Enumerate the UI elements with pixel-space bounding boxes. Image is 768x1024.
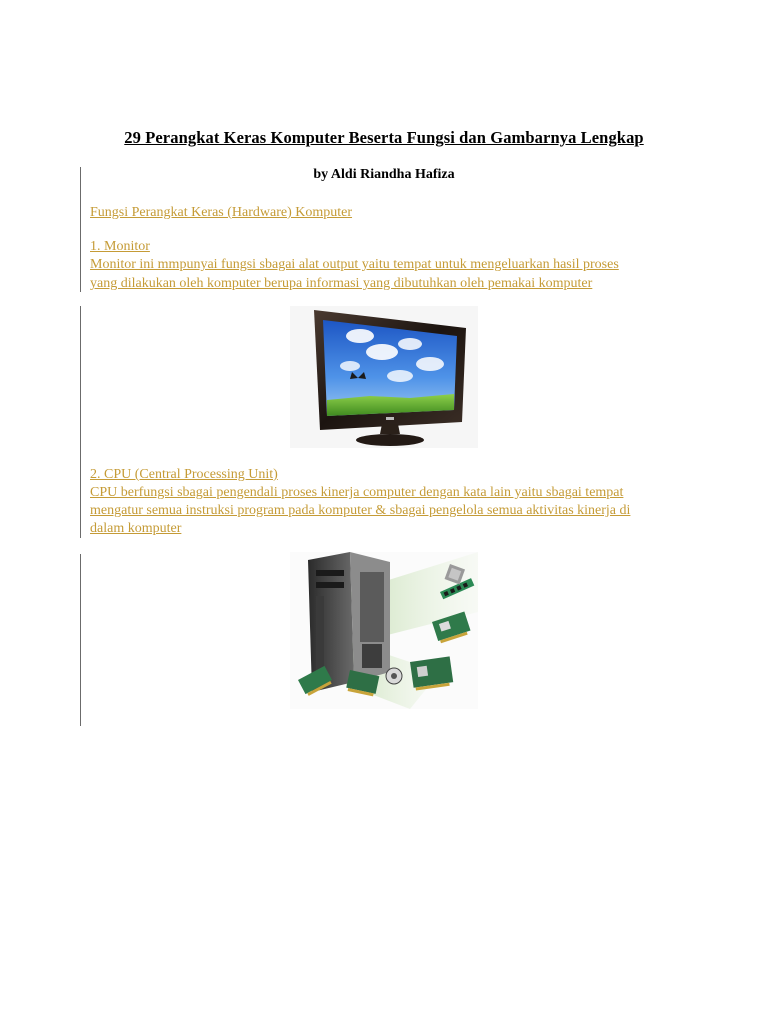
cpu-description-line[interactable]: mengatur semua instruksi program pada komputer & sbagai pengelola semua aktivitas kinerja di	[90, 503, 631, 518]
monitor-description-line[interactable]: Monitor ini mmpunyai fungsi sbagai alat output yaitu tempat untuk mengeluarkan hasil proses	[90, 257, 619, 272]
cpu-description-line[interactable]: CPU berfungsi sbagai pengendali proses kinerja computer dengan kata lain yaitu sbagai tempat	[90, 485, 624, 500]
margin-bar	[80, 554, 81, 726]
margin-bar	[80, 167, 81, 292]
monitor-description-line[interactable]: yang dilakukan oleh komputer berupa informasi yang dibutuhkan oleh pemakai komputer	[90, 276, 593, 291]
cpu-heading-link[interactable]: 2. CPU (Central Processing Unit)	[90, 467, 278, 482]
section-heading-link[interactable]: Fungsi Perangkat Keras (Hardware) Komputer	[90, 205, 353, 220]
author-byline: by Aldi Riandha Hafiza	[313, 167, 455, 182]
monitor-icon	[290, 306, 478, 448]
margin-bar	[80, 306, 81, 538]
cpu-image	[290, 552, 478, 709]
cpu-components-icon	[290, 552, 478, 709]
cpu-description-line[interactable]: dalam komputer	[90, 521, 182, 536]
monitor-image	[290, 306, 478, 448]
page-title: 29 Perangkat Keras Komputer Beserta Fungsi dan Gambarnya Lengkap	[124, 128, 644, 147]
monitor-heading-link[interactable]: 1. Monitor	[90, 239, 150, 254]
